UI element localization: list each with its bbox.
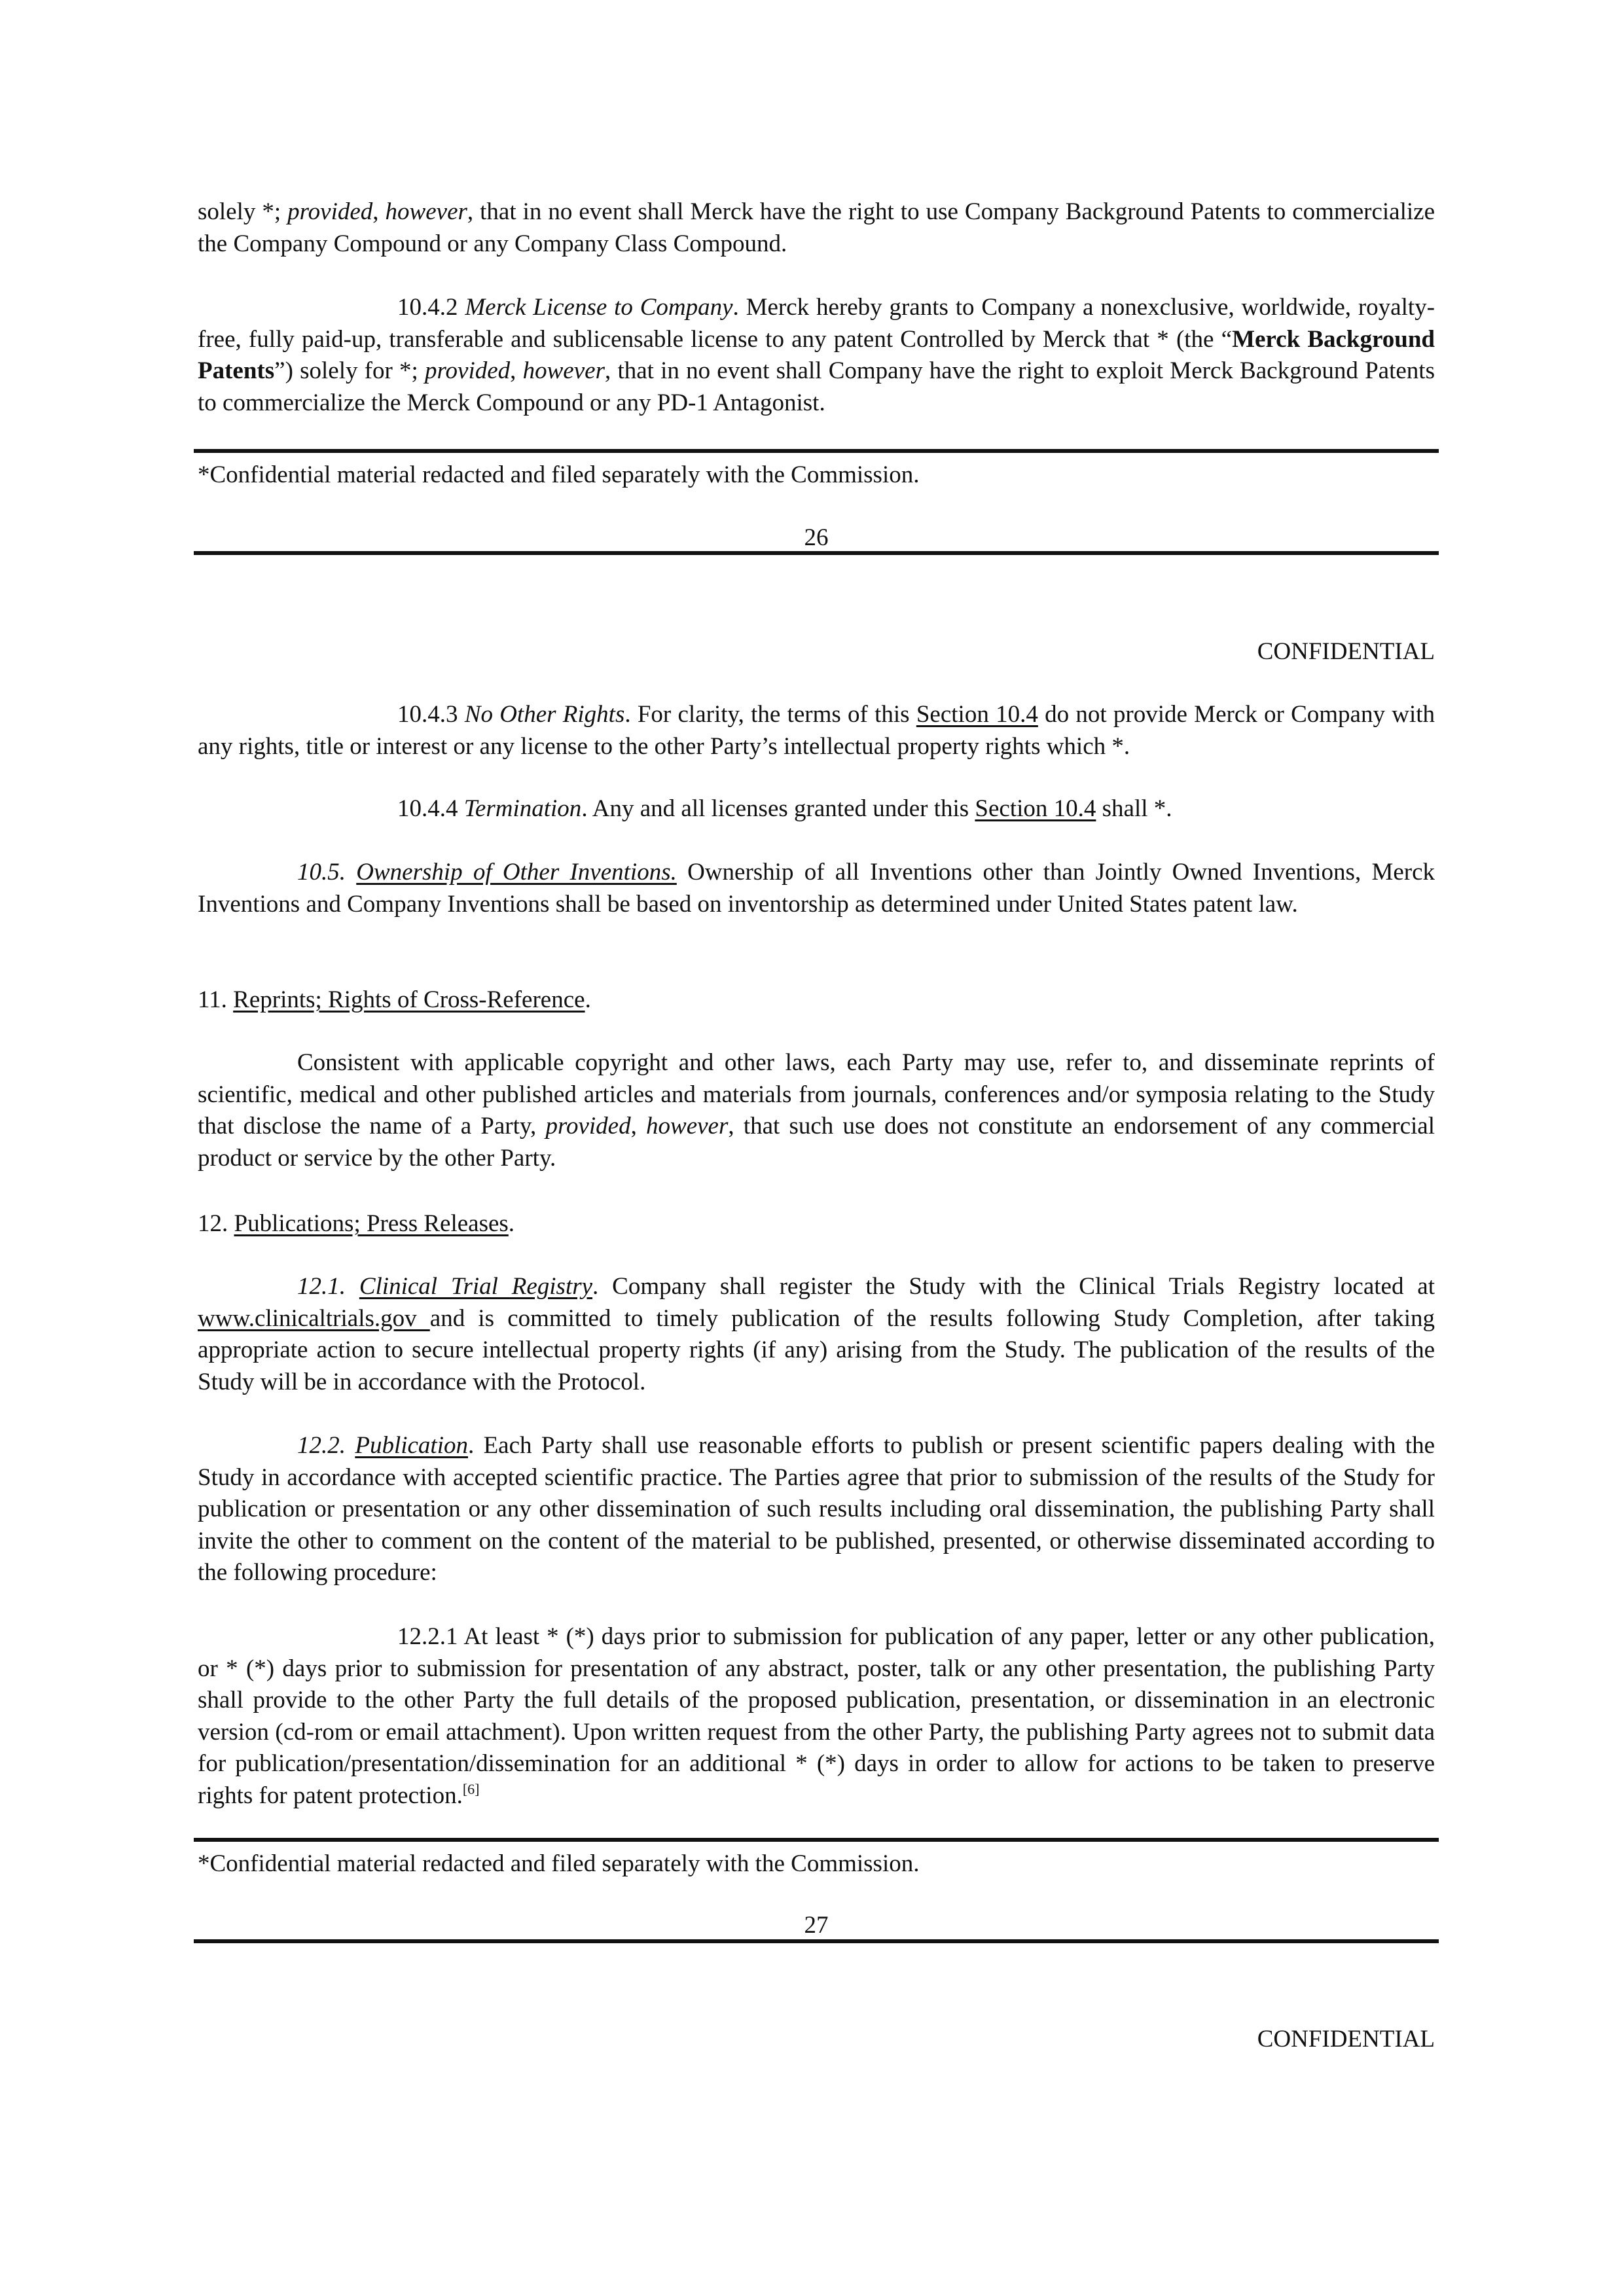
section-number: 10.4.4: [397, 795, 464, 822]
page-number: 27: [804, 1912, 829, 1939]
text-run: shall *.: [1096, 795, 1172, 822]
text-run: ,: [510, 357, 523, 384]
text-run: do not provide Merck or Company with any rights, title or interest or any license to the other Party’s intellectual property rights which *.: [198, 701, 1435, 760]
section-title: Publications; Press Releases: [234, 1210, 509, 1237]
clinicaltrials-link[interactable]: www.clinicaltrials.gov: [198, 1304, 430, 1332]
text-run: ”) solely for *;: [274, 357, 425, 384]
italic-provided: provided: [545, 1113, 631, 1139]
section-number: 11.: [198, 986, 234, 1013]
text-run: . For clarity, the terms of this: [624, 701, 916, 728]
section-title: Reprints; Rights of Cross-Reference: [233, 986, 585, 1013]
text-run: , that in no event shall Merck have the right to use Company Background Patents to commercialize the Company Compound or any Company Class Compound.: [198, 198, 1435, 257]
text-run: . Each Party shall use reasonable efforts to publish or present scientific papers dealing with the Study in accordance with accepted scientific practice. The Parties agree that prior to submission of the results of the Study for publication or presentation or any other dissemination of such results including oral dissemination, the publishing Party shall invite the other to comment on the content of the material to be published, presented, or otherwise disseminated according to the following procedure:: [198, 1432, 1435, 1586]
confidential-footnote: *Confidential material redacted and filed separately with the Commission.: [198, 1850, 920, 1877]
text-run: .: [508, 1210, 515, 1237]
section-title: Clinical Trial Registry: [359, 1273, 593, 1300]
section-title: Ownership of Other Inventions.: [356, 859, 677, 886]
text-run: , that such use does not constitute an endorsement of any commercial product or service by the other Party.: [198, 1113, 1435, 1172]
paragraph-continuation: [198, 196, 1435, 260]
section-title: Merck License to Company: [465, 294, 733, 321]
text-run: ,: [630, 1113, 647, 1139]
text-run: and is committed to timely publication of the results following Study Completion, after taking appropriate action to secure intellectual property rights (if any) arising from the Study. The publication of the results of the Study will be in accordance with the Protocol.: [198, 1304, 1435, 1395]
section-11-heading: [198, 984, 1435, 1016]
confidential-header: CONFIDENTIAL: [1257, 638, 1435, 665]
section-number: 12.1.: [297, 1273, 359, 1300]
text-run: , that in no event shall Company have the right to exploit Merck Background Patents to commercialize the Merck Compound or any PD-1 Antagonist.: [198, 357, 1435, 416]
section-12-heading: [198, 1208, 1435, 1240]
section-10-4-3: [198, 699, 1435, 762]
italic-however: however: [646, 1113, 729, 1139]
section-number: 10.4.2: [397, 294, 465, 321]
italic-however: however: [385, 198, 467, 225]
section-12-2-1: [198, 1621, 1435, 1812]
footer-rule-top: [194, 1838, 1439, 1842]
section-10-5: [198, 857, 1435, 920]
section-number: 10.5.: [297, 859, 357, 886]
footer-rule-top: [194, 449, 1439, 453]
defined-term: Merck Background Patents: [198, 325, 1435, 384]
section-title: Publication: [355, 1432, 468, 1459]
text-run: Ownership of all Inventions other than Jointly Owned Inventions, Merck Inventions and Company Inventions shall be based on inventorship as determined under United States patent law.: [198, 859, 1435, 918]
section-10-4-4: [198, 793, 1435, 825]
text-run: . Merck hereby grants to Company a nonexclusive, worldwide, royalty-free, fully paid-up, transferable and sublicensable license to any patent Controlled by Merck that * (the “: [198, 294, 1435, 353]
section-number: 12.2.: [297, 1432, 355, 1459]
section-11-body: [198, 1047, 1435, 1174]
page-number: 26: [804, 524, 829, 551]
text-run: 12.2.1 At least * (*) days prior to submission for publication of any paper, letter or any other publication, or * (*) days prior to submission for presentation of any abstract, poster, talk or any other presentation, the publishing Party shall provide to the other Party the full details of the proposed publication, presentation, or dissemination in an electronic version (cd-rom or email attachment). Upon written request from the other Party, the publishing Party agrees not to submit data for publication/presentation/dissemination for an additional * (*) days in order to allow for actions to be taken to preserve rights for patent protection.: [198, 1623, 1435, 1809]
section-10-4-2: [198, 292, 1435, 419]
text-run: . Company shall register the Study with the Clinical Trials Registry located at: [592, 1273, 1435, 1300]
section-reference: Section 10.4: [975, 795, 1096, 822]
section-12-2: [198, 1430, 1435, 1589]
italic-however: however: [522, 357, 605, 384]
italic-provided: provided: [425, 357, 511, 384]
confidential-header: CONFIDENTIAL: [1257, 2026, 1435, 2053]
text-run: . Any and all licenses granted under this: [581, 795, 975, 822]
confidential-footnote: *Confidential material redacted and filed separately with the Commission.: [198, 461, 920, 488]
section-number: 12.: [198, 1210, 234, 1237]
page-break-rule: [194, 551, 1439, 555]
text-run: Consistent with applicable copyright and other laws, each Party may use, refer to, and disseminate reprints of scientific, medical and other published articles and materials from journals, conferences and/or symposia relating to the Study that disclose the name of a Party,: [198, 1049, 1435, 1139]
page-break-rule: [194, 1939, 1439, 1943]
section-title: No Other Rights: [464, 701, 625, 728]
text-run: .: [585, 986, 591, 1013]
section-reference: Section 10.4: [916, 701, 1038, 728]
section-number: 10.4.3: [397, 701, 465, 728]
text-run: ,: [372, 198, 386, 225]
footnote-reference: [6]: [462, 1780, 480, 1797]
text-run: solely *;: [198, 198, 288, 225]
italic-provided: provided: [287, 198, 373, 225]
section-title: Termination: [463, 795, 582, 822]
section-12-1: [198, 1271, 1435, 1398]
